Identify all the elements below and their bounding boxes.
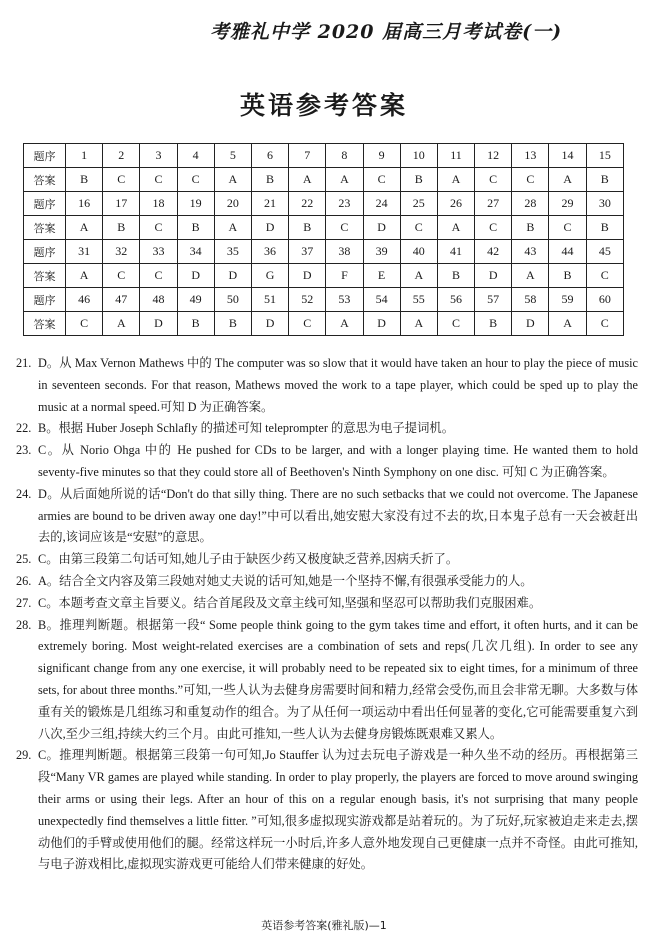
answer-cell: A bbox=[103, 312, 140, 336]
answer-cell: A bbox=[289, 168, 326, 192]
question-row-label: 题序 bbox=[24, 240, 66, 264]
explanation-number: 28. bbox=[16, 617, 32, 632]
answer-row bbox=[24, 264, 624, 288]
answer-cell: C bbox=[103, 168, 140, 192]
question-number-cell: 18 bbox=[140, 192, 177, 216]
answer-cell: G bbox=[251, 264, 288, 288]
explanation-item bbox=[16, 745, 638, 876]
question-number-cell: 5 bbox=[214, 144, 251, 168]
answer-cell: A bbox=[66, 264, 103, 288]
question-number-cell: 30 bbox=[586, 192, 623, 216]
answer-cell: A bbox=[512, 264, 549, 288]
document-title: 英语参考答案 bbox=[239, 91, 408, 120]
answer-cell: A bbox=[400, 312, 437, 336]
answer-cell: B bbox=[289, 216, 326, 240]
answer-cell: C bbox=[289, 312, 326, 336]
answer-row-label: 答案 bbox=[24, 216, 66, 240]
answer-cell: C bbox=[140, 216, 177, 240]
question-number-cell: 23 bbox=[326, 192, 363, 216]
question-number-cell: 32 bbox=[103, 240, 140, 264]
question-number-cell: 40 bbox=[400, 240, 437, 264]
answer-cell: B bbox=[400, 168, 437, 192]
answer-cell: C bbox=[586, 264, 623, 288]
answer-cell: B bbox=[214, 312, 251, 336]
answer-cell: A bbox=[437, 168, 474, 192]
explanation-number: 29. bbox=[16, 748, 32, 763]
answer-cell: C bbox=[400, 216, 437, 240]
answer-cell: A bbox=[214, 168, 251, 192]
explanation-number: 25. bbox=[16, 552, 32, 567]
question-number-cell: 53 bbox=[326, 288, 363, 312]
question-number-cell: 10 bbox=[400, 144, 437, 168]
question-number-cell: 29 bbox=[549, 192, 586, 216]
question-number-cell: 36 bbox=[251, 240, 288, 264]
question-number-cell: 26 bbox=[437, 192, 474, 216]
explanation-text: B。推理判断题。根据第一段“ Some people think going to the gym takes time and effort, it often hurts, and it can be extremely boring. Most weight-related exercises are a combination of sets and reps(几次几组). In order to see any significant change from any one exercise, it will probably need to be repeated six to eight times, for a minimum of three sets, for about three months.”可知,一些人认为去健身房需要时间和精力,经常会受伤,而且会非常无聊。大多数与体重有关的锻炼是几组练习和重复动作的组合。为了从任何一项运动中看出任何显著的变化,它可能需要重复六到八次,至少三组,持续大约三个月。由此可推知,一些人认为去健身房锻炼既艰难又累人。 bbox=[38, 617, 638, 741]
explanation-number: 21. bbox=[16, 356, 32, 370]
question-row bbox=[24, 144, 624, 168]
answer-cell: A bbox=[326, 168, 363, 192]
question-number-cell: 39 bbox=[363, 240, 400, 264]
question-number-cell: 3 bbox=[140, 144, 177, 168]
question-number-cell: 38 bbox=[326, 240, 363, 264]
explanation-item bbox=[16, 353, 638, 418]
answer-cell: A bbox=[214, 216, 251, 240]
question-number-cell: 46 bbox=[66, 288, 103, 312]
question-number-cell: 49 bbox=[177, 288, 214, 312]
question-number-cell: 28 bbox=[512, 192, 549, 216]
question-number-cell: 33 bbox=[140, 240, 177, 264]
explanation-item bbox=[16, 484, 638, 549]
question-number-cell: 2 bbox=[103, 144, 140, 168]
answer-table bbox=[23, 143, 624, 336]
answer-cell: C bbox=[549, 216, 586, 240]
answer-cell: C bbox=[140, 264, 177, 288]
school-title: 考雅礼中学 2020 届高三月考试卷(一) bbox=[210, 21, 563, 43]
answer-cell: E bbox=[363, 264, 400, 288]
answer-cell: A bbox=[66, 216, 103, 240]
question-number-cell: 11 bbox=[437, 144, 474, 168]
question-number-cell: 25 bbox=[400, 192, 437, 216]
question-number-cell: 19 bbox=[177, 192, 214, 216]
question-number-cell: 45 bbox=[586, 240, 623, 264]
question-number-cell: 43 bbox=[512, 240, 549, 264]
answer-row-label: 答案 bbox=[24, 264, 66, 288]
answer-cell: C bbox=[586, 312, 623, 336]
explanation-number: 26. bbox=[16, 573, 32, 588]
question-row bbox=[24, 288, 624, 312]
question-number-cell: 31 bbox=[66, 240, 103, 264]
answer-cell: C bbox=[103, 264, 140, 288]
question-number-cell: 13 bbox=[512, 144, 549, 168]
answer-cell: B bbox=[437, 264, 474, 288]
question-row-label: 题序 bbox=[24, 288, 66, 312]
question-number-cell: 21 bbox=[251, 192, 288, 216]
explanation-list bbox=[16, 353, 638, 876]
answer-cell: B bbox=[251, 168, 288, 192]
answer-cell: B bbox=[586, 168, 623, 192]
answer-cell: D bbox=[475, 264, 512, 288]
answer-cell: D bbox=[140, 312, 177, 336]
answer-cell: D bbox=[289, 264, 326, 288]
question-row-label: 题序 bbox=[24, 144, 66, 168]
explanation-item bbox=[16, 593, 638, 615]
question-number-cell: 41 bbox=[437, 240, 474, 264]
answer-cell: B bbox=[549, 264, 586, 288]
answer-cell: D bbox=[363, 312, 400, 336]
question-number-cell: 1 bbox=[66, 144, 103, 168]
question-number-cell: 48 bbox=[140, 288, 177, 312]
answer-cell: A bbox=[549, 168, 586, 192]
explanation-text: C。从 Norio Ohga 中的 He pushed for CDs to be larger, and with a longer playing time. He wanted them to hold seventy-five minutes so that they could store all of Beethoven's Ninth Symphony on one disc. 可知 C 为正确答案。 bbox=[38, 443, 638, 479]
explanation-text: C。由第三段第二句话可知,她儿子由于缺医少药又极度缺乏营养,因病夭折了。 bbox=[38, 552, 459, 567]
question-number-cell: 6 bbox=[251, 144, 288, 168]
answer-cell: A bbox=[437, 216, 474, 240]
question-number-cell: 9 bbox=[363, 144, 400, 168]
answer-cell: B bbox=[177, 312, 214, 336]
answer-cell: B bbox=[512, 216, 549, 240]
explanation-number: 23. bbox=[16, 443, 32, 458]
question-number-cell: 35 bbox=[214, 240, 251, 264]
explanation-text: D。从后面她所说的话“Don't do that silly thing. There are no such setbacks that we could not overcome. The Japanese armies are bound to be driven away one day!”中可以看出,她安慰大家没有过不去的坎,日本鬼子总有一天会被赶出去的,该词应该是“安慰”的意思。 bbox=[38, 486, 638, 545]
question-number-cell: 60 bbox=[586, 288, 623, 312]
answer-cell: B bbox=[66, 168, 103, 192]
explanation-number: 22. bbox=[16, 421, 32, 436]
question-number-cell: 17 bbox=[103, 192, 140, 216]
question-number-cell: 4 bbox=[177, 144, 214, 168]
answer-cell: C bbox=[437, 312, 474, 336]
page-footer: 英语参考答案(雅礼版)—1 bbox=[261, 919, 387, 932]
answer-cell: C bbox=[326, 216, 363, 240]
explanation-item bbox=[16, 549, 638, 571]
question-number-cell: 56 bbox=[437, 288, 474, 312]
answer-cell: A bbox=[400, 264, 437, 288]
question-number-cell: 37 bbox=[289, 240, 326, 264]
question-number-cell: 14 bbox=[549, 144, 586, 168]
answer-cell: D bbox=[251, 216, 288, 240]
answer-row-label: 答案 bbox=[24, 168, 66, 192]
explanation-number: 24. bbox=[16, 486, 32, 501]
explanation-text: C。推理判断题。根据第三段第一句可知,Jo Stauffer 认为过去玩电子游戏是一种久坐不动的经历。再根据第三段“Many VR games are played while standing. In order to play properly, the players are forced to move around swinging their arms or using their legs. After an hour of this on a regular enough basis, it's not surprising that many people unexpectedly find themselves a little fitter. ”可知,很多虚拟现实游戏都是站着玩的。为了玩好,玩家被迫走来走去,摆动他们的手臂或使用他们的腿。经常这样玩一小时后,许多人意外地发现自己更健康一点并不奇怪。由此可推知,与电子游戏相比,虚拟现实游戏更可能给人们带来健康的好处。 bbox=[38, 748, 638, 872]
answer-cell: C bbox=[363, 168, 400, 192]
question-number-cell: 12 bbox=[475, 144, 512, 168]
question-number-cell: 44 bbox=[549, 240, 586, 264]
question-number-cell: 54 bbox=[363, 288, 400, 312]
answer-row-label: 答案 bbox=[24, 312, 66, 336]
explanation-number: 27. bbox=[16, 595, 32, 610]
question-number-cell: 22 bbox=[289, 192, 326, 216]
answer-cell: D bbox=[512, 312, 549, 336]
explanation-item bbox=[16, 440, 638, 484]
answer-row bbox=[24, 312, 624, 336]
question-number-cell: 59 bbox=[549, 288, 586, 312]
explanation-item bbox=[16, 571, 638, 593]
question-number-cell: 57 bbox=[475, 288, 512, 312]
question-number-cell: 15 bbox=[586, 144, 623, 168]
explanation-text: D。从 Max Vernon Mathews 中的 The computer was so slow that it would have taken an hour to play the piece of music in seventeen seconds. For that reason, Mathews moved the work to a tape player, which could be sped up to play the music at a normal speed.可知 D 为正确答案。 bbox=[38, 356, 638, 414]
answer-cell: D bbox=[177, 264, 214, 288]
question-row bbox=[24, 192, 624, 216]
answer-cell: C bbox=[475, 168, 512, 192]
explanation-text: C。本题考查文章主旨要义。结合首尾段及文章主线可知,坚强和坚忍可以帮助我们克服困难。 bbox=[38, 595, 542, 610]
question-number-cell: 51 bbox=[251, 288, 288, 312]
explanation-text: A。结合全文内容及第三段她对她丈夫说的话可知,她是一个坚持不懈,有很强承受能力的人。 bbox=[38, 573, 533, 588]
answer-row bbox=[24, 168, 624, 192]
question-number-cell: 24 bbox=[363, 192, 400, 216]
answer-cell: C bbox=[512, 168, 549, 192]
question-number-cell: 7 bbox=[289, 144, 326, 168]
question-row-label: 题序 bbox=[24, 192, 66, 216]
question-number-cell: 58 bbox=[512, 288, 549, 312]
answer-cell: C bbox=[140, 168, 177, 192]
answer-cell: C bbox=[177, 168, 214, 192]
question-number-cell: 27 bbox=[475, 192, 512, 216]
answer-cell: D bbox=[363, 216, 400, 240]
answer-cell: B bbox=[103, 216, 140, 240]
answer-row bbox=[24, 216, 624, 240]
explanation-text: B。根据 Huber Joseph Schlafly 的描述可知 teleprompter 的意思为电子提词机。 bbox=[38, 421, 454, 436]
answer-cell: A bbox=[326, 312, 363, 336]
question-number-cell: 50 bbox=[214, 288, 251, 312]
question-row bbox=[24, 240, 624, 264]
question-number-cell: 34 bbox=[177, 240, 214, 264]
answer-cell: B bbox=[177, 216, 214, 240]
question-number-cell: 47 bbox=[103, 288, 140, 312]
answer-cell: B bbox=[586, 216, 623, 240]
question-number-cell: 8 bbox=[326, 144, 363, 168]
answer-cell: F bbox=[326, 264, 363, 288]
question-number-cell: 55 bbox=[400, 288, 437, 312]
answer-cell: B bbox=[475, 312, 512, 336]
answer-cell: D bbox=[251, 312, 288, 336]
answer-cell: C bbox=[475, 216, 512, 240]
answer-cell: D bbox=[214, 264, 251, 288]
answer-cell: C bbox=[66, 312, 103, 336]
question-number-cell: 42 bbox=[475, 240, 512, 264]
explanation-item bbox=[16, 615, 638, 746]
answer-cell: A bbox=[549, 312, 586, 336]
question-number-cell: 16 bbox=[66, 192, 103, 216]
explanation-item bbox=[16, 418, 638, 440]
question-number-cell: 52 bbox=[289, 288, 326, 312]
question-number-cell: 20 bbox=[214, 192, 251, 216]
